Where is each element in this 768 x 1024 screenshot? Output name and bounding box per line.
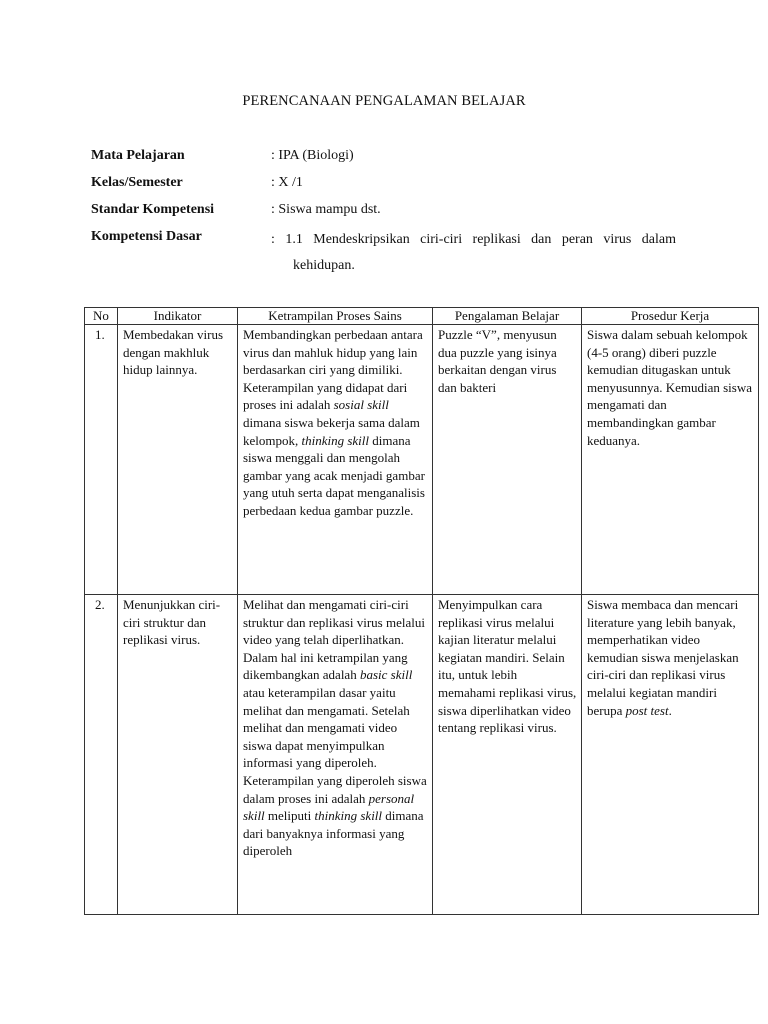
cell-indikator: Menunjukkan ciri- ciri struktur dan replikasi virus. [118,595,238,915]
text-run: Melihat dan mengamati ciri-ciri struktur dan replikasi virus melalui video yang telah diperlihatkan. Dalam hal ini ketrampilan yang dikembangkan adalah [243,597,425,683]
italic-term: personal skill [243,790,415,824]
meta-label: Kompetensi Dasar [91,229,202,244]
column-header-pengalaman: Pengalaman Belajar [433,308,582,325]
text-run: Siswa dalam sebuah kelompok (4-5 orang) diberi puzzle kemudian ditugaskan untuk menyusunnya. Kemudian siswa mengamati dan membandingkan gambar keduanya. [587,327,753,448]
meta-label: Mata Pelajaran [91,148,185,163]
italic-term: post test [625,702,669,718]
meta-value: : IPA (Biologi) [271,148,354,163]
meta-value [271,227,676,279]
table-row [85,325,759,595]
italic-term: thinking skill [301,432,370,448]
learning-plan-table [84,307,759,915]
cell-text [243,326,428,520]
cell-text [438,596,577,737]
cell-ketrampilan [238,325,433,595]
cell-no: 1. [85,325,118,595]
table-row [85,595,759,915]
text-run: . [668,702,672,718]
meta-value: : X /1 [271,175,303,190]
meta-label: Kelas/Semester [91,175,183,190]
cell-ketrampilan [238,595,433,915]
meta-label: Standar Kompetensi [91,202,215,217]
cell-text [587,326,754,449]
cell-text [438,326,577,396]
text-run: meliputi [264,808,315,824]
text-run: atau keterampilan dasar yaitu melihat dan mengamati. Setelah melihat dan mengamati video siswa dapat menyimpulkan informasi yang diperoleh. Keterampilan yang diperoleh siswa dalam proses ini adalah [243,684,427,806]
cell-indikator: Membedakan virus dengan makhluk hidup lainnya. [118,325,238,595]
text-run: Menyimpulkan cara replikasi virus melalui kajian literatur melalui kegiatan mandiri. Selain itu, untuk lebih memahami replikasi virus, siswa diperlihatkan video tentang replikasi virus. [438,597,577,736]
cell-prosedur [582,595,759,915]
cell-prosedur [582,325,759,595]
meta-value-line: : 1.1 Mendeskripsikan ciri-ciri replikasi dan peran virus dalam [271,232,676,247]
text-run: Siswa membaca dan mencari literature yang lebih banyak, memperhatikan video kemudian siswa menjelaskan ciri-ciri dan replikasi virus melalui kegiatan mandiri berupa [587,597,739,718]
column-header-no: No [85,308,118,325]
text-run: dimana dari banyaknya informasi yang diperoleh [243,808,424,859]
document-title: PERENCANAAN PENGALAMAN BELAJAR [242,93,526,109]
meta-value: : Siswa mampu dst. [271,202,381,217]
text-run: Membandingkan perbedaan antara virus dan mahluk hidup yang lain berdasarkan ciri yang dimiliki. Keterampilan yang didapat dari proses ini adalah [243,327,423,413]
column-header-ketrampilan: Ketrampilan Proses Sains [238,308,433,325]
text-run: dimana siswa menggali dan mengolah gambar yang acak menjadi gambar yang utuh serta dapat menganalisis perbedaan kedua gambar puzzle. [243,432,425,518]
cell-pengalaman [433,595,582,915]
cell-text [587,596,754,719]
italic-term: basic skill [359,667,413,683]
italic-term: thinking skill [314,808,383,824]
text-run: dimana siswa bekerja sama dalam kelompok, [243,414,420,448]
column-header-indikator: Indikator [118,308,238,325]
italic-term: sosial skill [333,397,389,413]
cell-no: 2. [85,595,118,915]
cell-pengalaman [433,325,582,595]
text-run: Puzzle “V”, menyusun dua puzzle yang isinya berkaitan dengan virus dan bakteri [438,327,557,395]
column-header-prosedur: Prosedur Kerja [582,308,759,325]
cell-text [243,596,428,860]
meta-value-line: kehidupan. [293,258,355,273]
table-header-row [85,308,759,325]
